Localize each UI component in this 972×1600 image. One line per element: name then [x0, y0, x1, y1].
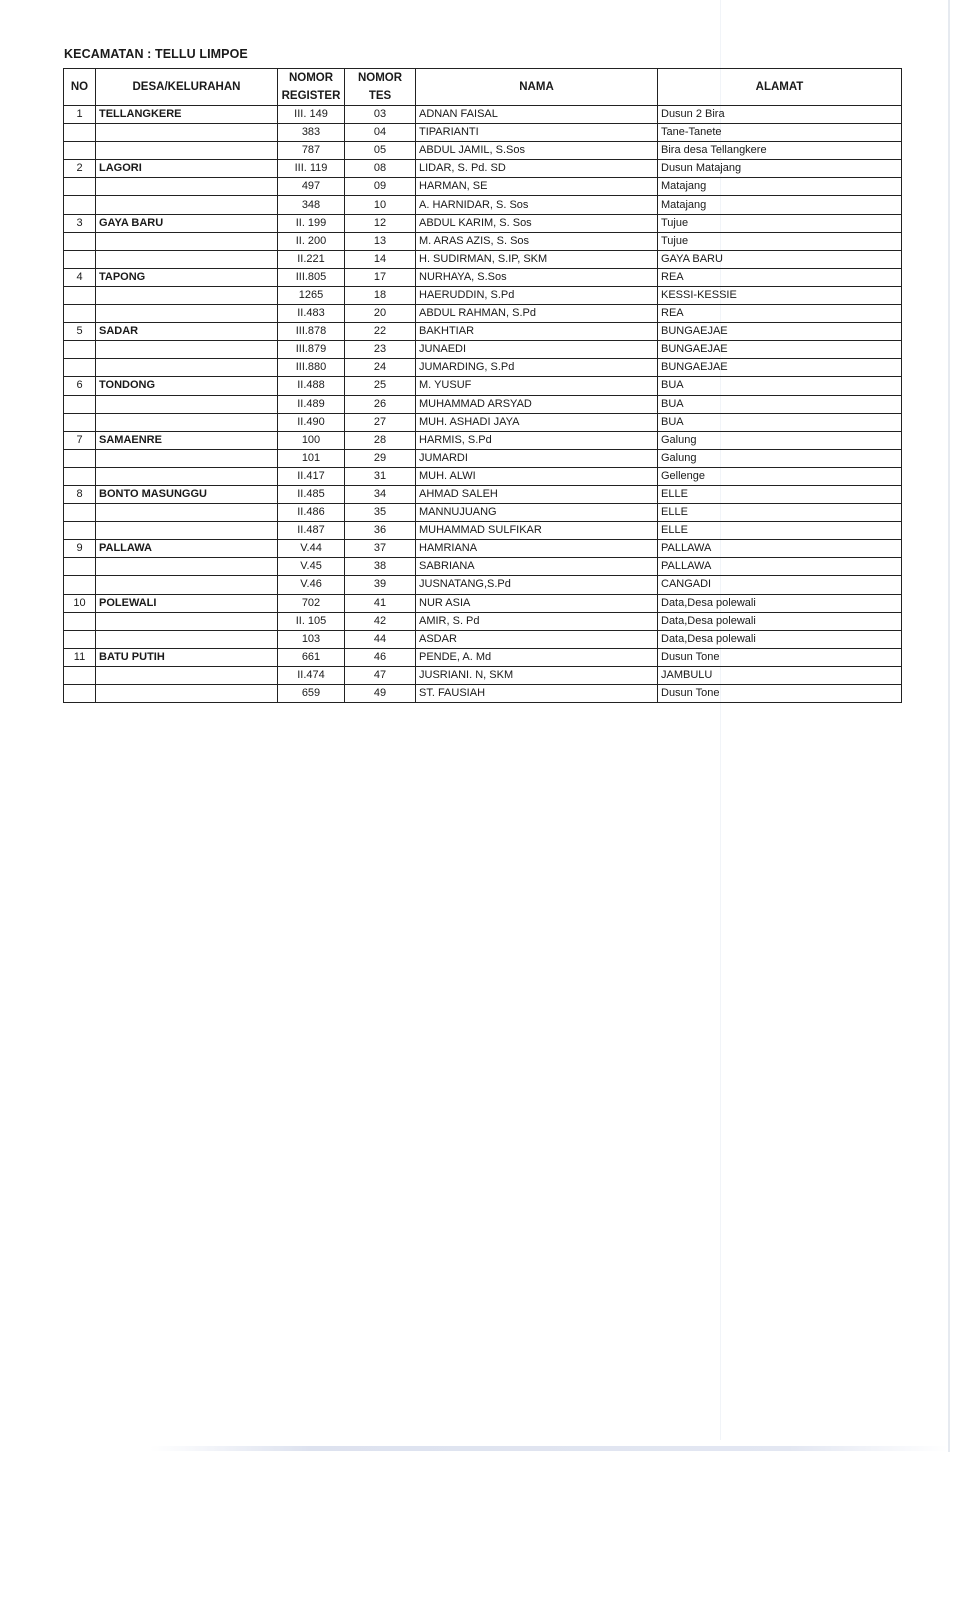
table-row — [64, 558, 902, 576]
cell-desa — [96, 178, 278, 196]
cell-tes: 26 — [345, 395, 416, 413]
cell-tes: 39 — [345, 576, 416, 594]
table-row — [64, 449, 902, 467]
cell-register: 497 — [278, 178, 345, 196]
cell-no — [64, 341, 96, 359]
cell-alamat: BUA — [658, 413, 902, 431]
cell-nama: ABDUL RAHMAN, S.Pd — [416, 305, 658, 323]
cell-no — [64, 196, 96, 214]
cell-nama: NURHAYA, S.Sos — [416, 268, 658, 286]
table-row — [64, 178, 902, 196]
cell-alamat: Tujue — [658, 214, 902, 232]
table-row — [64, 413, 902, 431]
cell-no: 8 — [64, 485, 96, 503]
cell-alamat: Dusun 2 Bira — [658, 106, 902, 124]
cell-alamat: REA — [658, 268, 902, 286]
cell-tes: 42 — [345, 612, 416, 630]
cell-nama: LIDAR, S. Pd. SD — [416, 160, 658, 178]
cell-register: III.880 — [278, 359, 345, 377]
cell-no: 5 — [64, 323, 96, 341]
cell-nama: AMIR, S. Pd — [416, 612, 658, 630]
scan-bottom-edge — [150, 1446, 948, 1451]
cell-desa — [96, 142, 278, 160]
cell-register: 103 — [278, 630, 345, 648]
cell-no: 7 — [64, 431, 96, 449]
page-title: KECAMATAN : TELLU LIMPOE — [64, 47, 248, 61]
cell-no — [64, 576, 96, 594]
cell-register: II. 199 — [278, 214, 345, 232]
header-desa: DESA/KELURAHAN — [96, 69, 278, 106]
table-row — [64, 268, 902, 286]
table-row — [64, 685, 902, 703]
cell-no — [64, 449, 96, 467]
cell-register: II.487 — [278, 522, 345, 540]
cell-alamat: JAMBULU — [658, 666, 902, 684]
cell-alamat: BUA — [658, 395, 902, 413]
cell-nama: JUMARDI — [416, 449, 658, 467]
table-row — [64, 286, 902, 304]
table-row — [64, 612, 902, 630]
cell-no — [64, 467, 96, 485]
table-row — [64, 467, 902, 485]
cell-register: 659 — [278, 685, 345, 703]
header-register-line2: REGISTER — [278, 87, 345, 106]
cell-tes: 44 — [345, 630, 416, 648]
cell-register: II.490 — [278, 413, 345, 431]
cell-nama: PENDE, A. Md — [416, 648, 658, 666]
cell-register: 1265 — [278, 286, 345, 304]
cell-tes: 14 — [345, 250, 416, 268]
table-row — [64, 431, 902, 449]
cell-alamat: CANGADI — [658, 576, 902, 594]
cell-nama: JUSRIANI. N, SKM — [416, 666, 658, 684]
cell-desa — [96, 395, 278, 413]
header-alamat: ALAMAT — [658, 69, 902, 106]
cell-no — [64, 558, 96, 576]
cell-register: II.417 — [278, 467, 345, 485]
cell-register: 661 — [278, 648, 345, 666]
cell-desa — [96, 196, 278, 214]
cell-tes: 04 — [345, 124, 416, 142]
cell-no: 3 — [64, 214, 96, 232]
cell-desa: PALLAWA — [96, 540, 278, 558]
table-row — [64, 305, 902, 323]
cell-tes: 35 — [345, 504, 416, 522]
cell-nama: M. YUSUF — [416, 377, 658, 395]
cell-no — [64, 666, 96, 684]
cell-no — [64, 395, 96, 413]
cell-alamat: BUNGAEJAE — [658, 359, 902, 377]
cell-nama: H. SUDIRMAN, S.IP, SKM — [416, 250, 658, 268]
table-row — [64, 323, 902, 341]
cell-tes: 08 — [345, 160, 416, 178]
cell-no — [64, 178, 96, 196]
cell-register: II. 105 — [278, 612, 345, 630]
cell-tes: 27 — [345, 413, 416, 431]
cell-desa — [96, 413, 278, 431]
cell-no — [64, 286, 96, 304]
cell-nama: JUSNATANG,S.Pd — [416, 576, 658, 594]
cell-alamat: Matajang — [658, 196, 902, 214]
cell-nama: MUH. ASHADI JAYA — [416, 413, 658, 431]
table-row — [64, 522, 902, 540]
cell-tes: 20 — [345, 305, 416, 323]
cell-desa — [96, 630, 278, 648]
cell-alamat: Dusun Tone — [658, 648, 902, 666]
cell-alamat: Galung — [658, 449, 902, 467]
cell-no: 1 — [64, 106, 96, 124]
cell-nama: ABDUL KARIM, S. Sos — [416, 214, 658, 232]
cell-nama: NUR ASIA — [416, 594, 658, 612]
table-row — [64, 160, 902, 178]
cell-register: II. 200 — [278, 232, 345, 250]
cell-tes: 46 — [345, 648, 416, 666]
table-row — [64, 485, 902, 503]
cell-register: V.46 — [278, 576, 345, 594]
cell-desa — [96, 449, 278, 467]
cell-alamat: GAYA BARU — [658, 250, 902, 268]
table-row — [64, 377, 902, 395]
cell-tes: 05 — [345, 142, 416, 160]
cell-desa — [96, 558, 278, 576]
cell-register: III. 149 — [278, 106, 345, 124]
cell-desa — [96, 305, 278, 323]
table-row — [64, 214, 902, 232]
table-row — [64, 250, 902, 268]
cell-tes: 34 — [345, 485, 416, 503]
cell-alamat: PALLAWA — [658, 540, 902, 558]
cell-tes: 31 — [345, 467, 416, 485]
cell-tes: 12 — [345, 214, 416, 232]
cell-register: III.878 — [278, 323, 345, 341]
cell-tes: 28 — [345, 431, 416, 449]
cell-alamat: Matajang — [658, 178, 902, 196]
header-no: NO — [64, 69, 96, 106]
cell-nama: AHMAD SALEH — [416, 485, 658, 503]
cell-desa — [96, 359, 278, 377]
cell-no — [64, 630, 96, 648]
cell-no — [64, 359, 96, 377]
cell-no: 10 — [64, 594, 96, 612]
cell-nama: ASDAR — [416, 630, 658, 648]
table-row — [64, 594, 902, 612]
cell-desa — [96, 341, 278, 359]
cell-desa: LAGORI — [96, 160, 278, 178]
cell-desa — [96, 467, 278, 485]
cell-register: II.485 — [278, 485, 345, 503]
cell-nama: SABRIANA — [416, 558, 658, 576]
cell-tes: 47 — [345, 666, 416, 684]
cell-register: 348 — [278, 196, 345, 214]
cell-tes: 24 — [345, 359, 416, 377]
cell-desa: SAMAENRE — [96, 431, 278, 449]
cell-tes: 23 — [345, 341, 416, 359]
header-register-line1: NOMOR — [278, 69, 345, 88]
table-row — [64, 666, 902, 684]
header-tes-line2: TES — [345, 87, 416, 106]
cell-alamat: Dusun Tone — [658, 685, 902, 703]
cell-tes: 17 — [345, 268, 416, 286]
cell-desa — [96, 666, 278, 684]
cell-no — [64, 612, 96, 630]
cell-tes: 10 — [345, 196, 416, 214]
cell-tes: 03 — [345, 106, 416, 124]
cell-alamat: ELLE — [658, 485, 902, 503]
table-row — [64, 196, 902, 214]
table-row — [64, 504, 902, 522]
cell-alamat: Tane-Tanete — [658, 124, 902, 142]
table-header-row — [64, 69, 902, 88]
cell-tes: 38 — [345, 558, 416, 576]
cell-desa — [96, 522, 278, 540]
cell-nama: HAMRIANA — [416, 540, 658, 558]
cell-register: V.45 — [278, 558, 345, 576]
table-row — [64, 630, 902, 648]
cell-nama: ABDUL JAMIL, S.Sos — [416, 142, 658, 160]
cell-nama: A. HARNIDAR, S. Sos — [416, 196, 658, 214]
cell-alamat: BUNGAEJAE — [658, 341, 902, 359]
cell-desa — [96, 286, 278, 304]
cell-no — [64, 250, 96, 268]
cell-nama: MUHAMMAD SULFIKAR — [416, 522, 658, 540]
cell-nama: BAKHTIAR — [416, 323, 658, 341]
cell-nama: ST. FAUSIAH — [416, 685, 658, 703]
cell-desa: BATU PUTIH — [96, 648, 278, 666]
cell-desa — [96, 576, 278, 594]
cell-no — [64, 504, 96, 522]
cell-register: III. 119 — [278, 160, 345, 178]
table-row — [64, 359, 902, 377]
cell-desa — [96, 250, 278, 268]
cell-nama: TIPARIANTI — [416, 124, 658, 142]
cell-desa: SADAR — [96, 323, 278, 341]
cell-tes: 18 — [345, 286, 416, 304]
cell-tes: 29 — [345, 449, 416, 467]
cell-register: II.489 — [278, 395, 345, 413]
cell-nama: JUNAEDI — [416, 341, 658, 359]
cell-tes: 41 — [345, 594, 416, 612]
cell-tes: 09 — [345, 178, 416, 196]
cell-desa — [96, 232, 278, 250]
cell-register: 383 — [278, 124, 345, 142]
header-nama: NAMA — [416, 69, 658, 106]
cell-alamat: Dusun Matajang — [658, 160, 902, 178]
cell-desa: TONDONG — [96, 377, 278, 395]
cell-no: 6 — [64, 377, 96, 395]
cell-nama: JUMARDING, S.Pd — [416, 359, 658, 377]
cell-no: 4 — [64, 268, 96, 286]
cell-register: II.488 — [278, 377, 345, 395]
table-row — [64, 341, 902, 359]
cell-desa — [96, 504, 278, 522]
table-row — [64, 124, 902, 142]
cell-desa: BONTO MASUNGGU — [96, 485, 278, 503]
cell-register: II.474 — [278, 666, 345, 684]
cell-no: 2 — [64, 160, 96, 178]
table-row — [64, 576, 902, 594]
cell-register: V.44 — [278, 540, 345, 558]
cell-no — [64, 685, 96, 703]
participant-table — [63, 68, 902, 703]
table-row — [64, 395, 902, 413]
table-row — [64, 540, 902, 558]
cell-desa — [96, 124, 278, 142]
cell-register: III.879 — [278, 341, 345, 359]
table-row — [64, 648, 902, 666]
cell-no — [64, 413, 96, 431]
cell-alamat: REA — [658, 305, 902, 323]
scan-right-edge — [948, 0, 950, 1452]
cell-nama: MANNUJUANG — [416, 504, 658, 522]
cell-desa: TELLANGKERE — [96, 106, 278, 124]
cell-alamat: Galung — [658, 431, 902, 449]
cell-nama: ADNAN FAISAL — [416, 106, 658, 124]
cell-alamat: KESSI-KESSIE — [658, 286, 902, 304]
cell-alamat: Data,Desa polewali — [658, 594, 902, 612]
cell-nama: HARMIS, S.Pd — [416, 431, 658, 449]
cell-alamat: Tujue — [658, 232, 902, 250]
cell-desa — [96, 612, 278, 630]
cell-nama: MUHAMMAD ARSYAD — [416, 395, 658, 413]
cell-alamat: Data,Desa polewali — [658, 630, 902, 648]
cell-nama: HARMAN, SE — [416, 178, 658, 196]
cell-alamat: ELLE — [658, 504, 902, 522]
cell-tes: 37 — [345, 540, 416, 558]
cell-nama: HAERUDDIN, S.Pd — [416, 286, 658, 304]
cell-alamat: BUNGAEJAE — [658, 323, 902, 341]
cell-register: 787 — [278, 142, 345, 160]
cell-no — [64, 522, 96, 540]
cell-alamat: ELLE — [658, 522, 902, 540]
cell-desa: TAPONG — [96, 268, 278, 286]
header-tes-line1: NOMOR — [345, 69, 416, 88]
cell-no: 11 — [64, 648, 96, 666]
cell-alamat: PALLAWA — [658, 558, 902, 576]
cell-alamat: Data,Desa polewali — [658, 612, 902, 630]
cell-desa: GAYA BARU — [96, 214, 278, 232]
cell-register: 101 — [278, 449, 345, 467]
cell-no: 9 — [64, 540, 96, 558]
cell-tes: 13 — [345, 232, 416, 250]
cell-desa: POLEWALI — [96, 594, 278, 612]
cell-no — [64, 124, 96, 142]
cell-tes: 49 — [345, 685, 416, 703]
cell-no — [64, 142, 96, 160]
cell-register: II.221 — [278, 250, 345, 268]
cell-register: III.805 — [278, 268, 345, 286]
cell-alamat: BUA — [658, 377, 902, 395]
cell-register: II.486 — [278, 504, 345, 522]
table-row — [64, 232, 902, 250]
table-row — [64, 142, 902, 160]
cell-tes: 36 — [345, 522, 416, 540]
cell-desa — [96, 685, 278, 703]
table-body — [64, 106, 902, 703]
cell-nama: M. ARAS AZIS, S. Sos — [416, 232, 658, 250]
cell-register: 702 — [278, 594, 345, 612]
cell-alamat: Gellenge — [658, 467, 902, 485]
cell-tes: 22 — [345, 323, 416, 341]
cell-no — [64, 305, 96, 323]
cell-register: 100 — [278, 431, 345, 449]
cell-alamat: Bira desa Tellangkere — [658, 142, 902, 160]
table-row — [64, 106, 902, 124]
cell-nama: MUH. ALWI — [416, 467, 658, 485]
cell-no — [64, 232, 96, 250]
cell-tes: 25 — [345, 377, 416, 395]
cell-register: II.483 — [278, 305, 345, 323]
